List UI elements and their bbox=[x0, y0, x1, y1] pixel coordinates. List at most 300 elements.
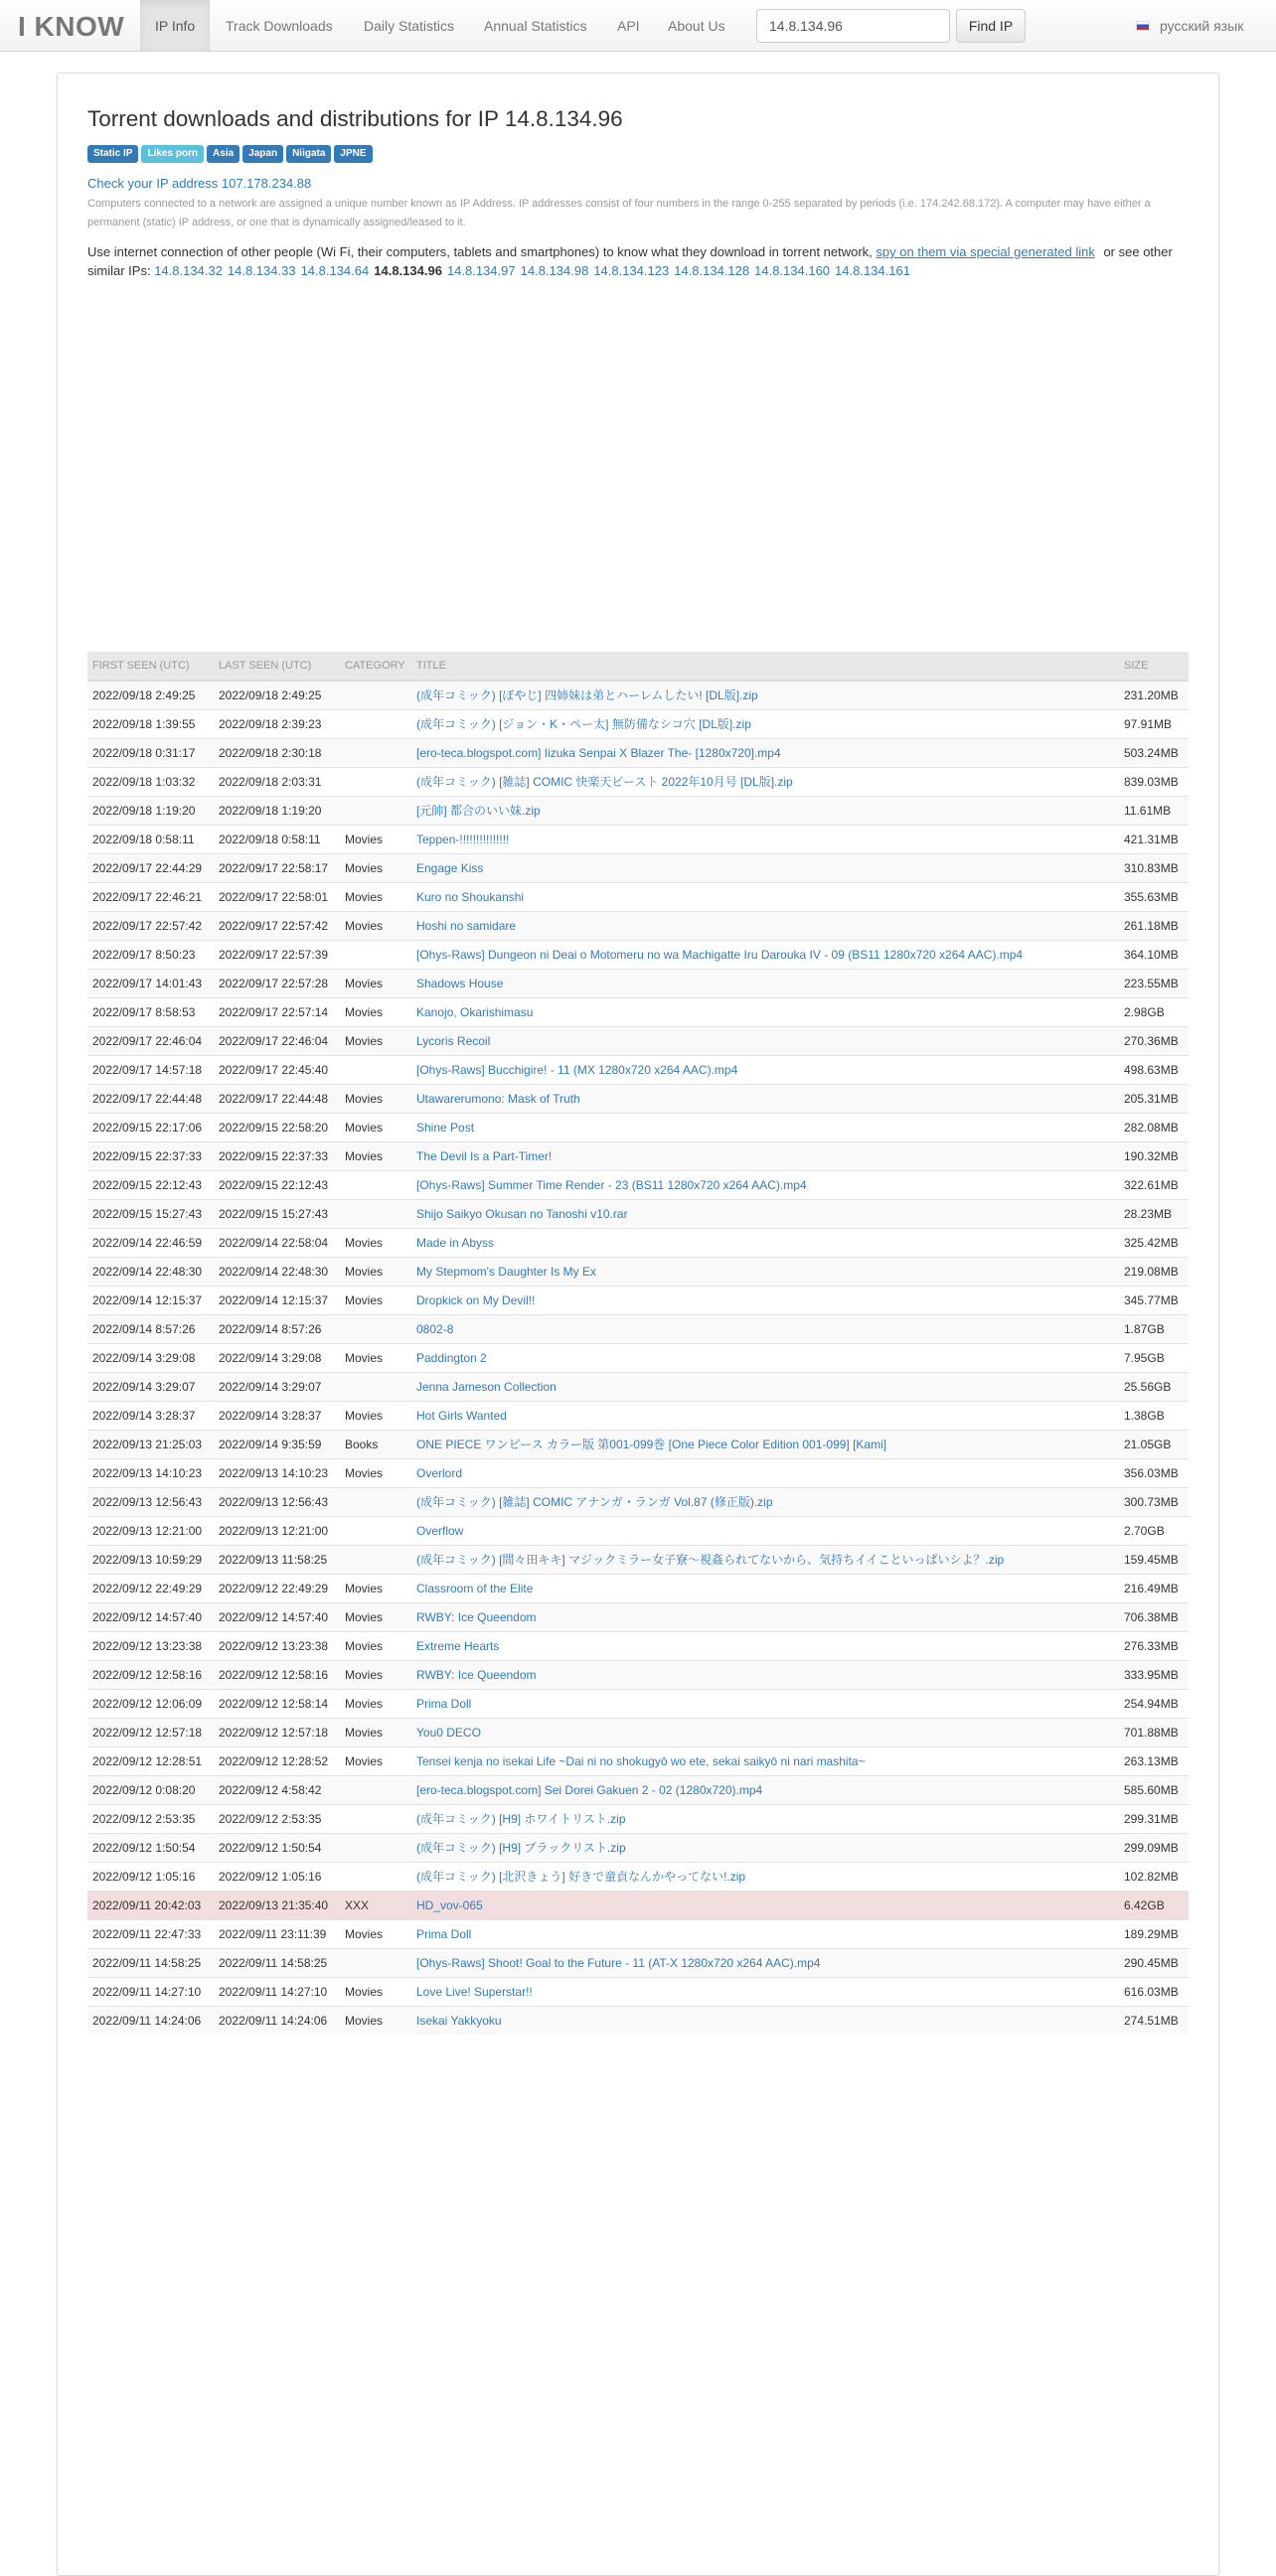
downloads-table bbox=[87, 652, 1189, 2035]
cell-last-seen: 2022/09/13 12:56:43 bbox=[214, 1488, 340, 1517]
cell-size: 270.36MB bbox=[1119, 1027, 1189, 1056]
header-category: CATEGORY bbox=[340, 652, 411, 681]
similar-ip-link[interactable]: 14.8.134.64 bbox=[300, 263, 370, 278]
cell-size: 299.09MB bbox=[1119, 1834, 1189, 1863]
cell-size: 503.24MB bbox=[1119, 739, 1189, 768]
cell-first-seen: 2022/09/14 22:48:30 bbox=[87, 1258, 214, 1287]
torrent-title-link[interactable]: ONE PIECE ワンピース カラー版 第001-099巻 [One Piece Color Edition 001-099] [Kami] bbox=[416, 1438, 887, 1451]
table-row bbox=[87, 1805, 1189, 1834]
table-row bbox=[87, 970, 1189, 998]
cell-title bbox=[411, 1459, 1119, 1488]
cell-size: 1.38GB bbox=[1119, 1402, 1189, 1431]
cell-first-seen: 2022/09/14 12:15:37 bbox=[87, 1287, 214, 1315]
cell-last-seen: 2022/09/18 2:39:23 bbox=[214, 710, 340, 739]
cell-size: 274.51MB bbox=[1119, 2007, 1189, 2036]
torrent-title-link[interactable]: (成年コミック) [雑誌] COMIC アナンガ・ランガ Vol.87 (修正版).zip bbox=[416, 1495, 773, 1509]
torrent-title-link[interactable]: [ero-teca.blogspot.com] Iizuka Senpai X Blazer The- [1280x720].mp4 bbox=[416, 746, 781, 760]
cell-first-seen: 2022/09/11 14:24:06 bbox=[87, 2007, 214, 2036]
torrent-title-link[interactable]: Paddington 2 bbox=[416, 1351, 487, 1365]
navbar bbox=[0, 0, 1276, 52]
cell-title bbox=[411, 1978, 1119, 2007]
cell-first-seen: 2022/09/18 0:31:17 bbox=[87, 739, 214, 768]
nav-track-downloads[interactable]: Track Downloads bbox=[226, 18, 333, 34]
table-row bbox=[87, 768, 1189, 797]
torrent-title-link[interactable]: Prima Doll bbox=[416, 1927, 472, 1941]
similar-ip-link[interactable]: 14.8.134.97 bbox=[446, 263, 516, 278]
cell-title bbox=[411, 1488, 1119, 1517]
cell-category: Movies bbox=[340, 1287, 411, 1315]
cell-first-seen: 2022/09/12 13:23:38 bbox=[87, 1632, 214, 1661]
cell-title bbox=[411, 1776, 1119, 1805]
cell-category: Movies bbox=[340, 1920, 411, 1949]
cell-title bbox=[411, 1834, 1119, 1863]
torrent-title-link[interactable]: Hoshi no samidare bbox=[416, 919, 517, 933]
cell-first-seen: 2022/09/12 2:53:35 bbox=[87, 1805, 214, 1834]
nav-about-us[interactable]: About Us bbox=[668, 18, 725, 34]
cell-category: Movies bbox=[340, 1575, 411, 1603]
torrent-title-link[interactable]: Shijo Saikyo Okusan no Tanoshi v10.rar bbox=[416, 1207, 628, 1221]
torrent-title-link[interactable]: Jenna Jameson Collection bbox=[416, 1380, 557, 1394]
header-first-seen: FIRST SEEN (UTC) bbox=[87, 652, 214, 681]
ip-tags bbox=[87, 145, 376, 163]
torrent-title-link[interactable]: [Ohys-Raws] Shoot! Goal to the Future - 11 (AT-X 1280x720 x264 AAC).mp4 bbox=[416, 1956, 821, 1970]
brand-logo[interactable]: I KNOW bbox=[18, 11, 125, 42]
cell-category: Movies bbox=[340, 826, 411, 854]
cell-title bbox=[411, 883, 1119, 912]
cell-category: Movies bbox=[340, 1459, 411, 1488]
cell-category bbox=[340, 768, 411, 797]
cell-size: 299.31MB bbox=[1119, 1805, 1189, 1834]
cell-last-seen: 2022/09/18 2:49:25 bbox=[214, 681, 340, 710]
torrent-title-link[interactable]: HD_vov-065 bbox=[416, 1898, 483, 1912]
cell-size: 231.20MB bbox=[1119, 681, 1189, 710]
cell-first-seen: 2022/09/18 1:03:32 bbox=[87, 768, 214, 797]
table-row bbox=[87, 1690, 1189, 1719]
cell-last-seen: 2022/09/17 22:58:01 bbox=[214, 883, 340, 912]
cell-title bbox=[411, 1949, 1119, 1978]
cell-category bbox=[340, 681, 411, 710]
table-row bbox=[87, 1459, 1189, 1488]
cell-size: 189.29MB bbox=[1119, 1920, 1189, 1949]
cell-size: 97.91MB bbox=[1119, 710, 1189, 739]
cell-size: 102.82MB bbox=[1119, 1863, 1189, 1892]
table-body bbox=[87, 681, 1189, 2035]
cell-category bbox=[340, 1949, 411, 1978]
torrent-title-link[interactable]: (成年コミック) [ぼやじ] 四姉妹は弟とハーレムしたい! [DL版].zip bbox=[416, 688, 758, 702]
cell-first-seen: 2022/09/17 8:50:23 bbox=[87, 941, 214, 970]
cell-size: 355.63MB bbox=[1119, 883, 1189, 912]
cell-title bbox=[411, 1575, 1119, 1603]
cell-title bbox=[411, 970, 1119, 998]
table-row bbox=[87, 1315, 1189, 1344]
cell-category bbox=[340, 1546, 411, 1575]
cell-last-seen: 2022/09/11 14:27:10 bbox=[214, 1978, 340, 2007]
nav-ip-info[interactable]: IP Info bbox=[140, 0, 210, 51]
cell-size: 356.03MB bbox=[1119, 1459, 1189, 1488]
cell-last-seen: 2022/09/12 12:58:16 bbox=[214, 1661, 340, 1690]
torrent-title-link[interactable]: [Ohys-Raws] Summer Time Render - 23 (BS11 1280x720 x264 AAC).mp4 bbox=[416, 1178, 807, 1192]
torrent-title-link[interactable]: You0 DECO bbox=[416, 1726, 481, 1740]
cell-first-seen: 2022/09/18 2:49:25 bbox=[87, 681, 214, 710]
cell-category: Movies bbox=[340, 1402, 411, 1431]
cell-size: 6.42GB bbox=[1119, 1892, 1189, 1920]
main-container bbox=[57, 73, 1219, 2576]
torrent-title-link[interactable]: Tensei kenja no isekai Life ~Dai ni no shokugyō wo ete, sekai saikyō ni nari mashita~ bbox=[416, 1754, 866, 1768]
or-see-text: or see other similar IPs: bbox=[87, 244, 1173, 278]
similar-ip-link[interactable]: 14.8.134.98 bbox=[520, 263, 589, 278]
cell-category: Movies bbox=[340, 1344, 411, 1373]
table-row bbox=[87, 1603, 1189, 1632]
cell-first-seen: 2022/09/15 22:12:43 bbox=[87, 1171, 214, 1200]
nav-annual-statistics[interactable]: Annual Statistics bbox=[484, 18, 587, 34]
cell-title bbox=[411, 1747, 1119, 1776]
torrent-title-link[interactable]: (成年コミック) [H9] ホワイトリスト.zip bbox=[416, 1812, 626, 1826]
cell-first-seen: 2022/09/15 22:17:06 bbox=[87, 1114, 214, 1142]
table-row bbox=[87, 710, 1189, 739]
cell-size: 276.33MB bbox=[1119, 1632, 1189, 1661]
cell-title bbox=[411, 1344, 1119, 1373]
language-label: русский язык bbox=[1160, 18, 1244, 34]
cell-first-seen: 2022/09/13 14:10:23 bbox=[87, 1459, 214, 1488]
cell-first-seen: 2022/09/14 3:29:08 bbox=[87, 1344, 214, 1373]
torrent-title-link[interactable]: Extreme Hearts bbox=[416, 1639, 500, 1653]
cell-title bbox=[411, 1892, 1119, 1920]
tag-niigata: Niigata bbox=[286, 145, 331, 163]
cell-last-seen: 2022/09/14 3:29:07 bbox=[214, 1373, 340, 1402]
cell-title bbox=[411, 1546, 1119, 1575]
torrent-title-link[interactable]: 0802-8 bbox=[416, 1322, 454, 1336]
table-row bbox=[87, 1258, 1189, 1287]
cell-first-seen: 2022/09/11 20:42:03 bbox=[87, 1892, 214, 1920]
cell-size: 310.83MB bbox=[1119, 854, 1189, 883]
torrent-title-link[interactable]: Dropkick on My Devil!! bbox=[416, 1293, 536, 1307]
torrent-title-link[interactable]: (成年コミック) [ジョン・K・ペー太] 無防備なシコ穴 [DL版].zip bbox=[416, 717, 751, 731]
cell-title bbox=[411, 1056, 1119, 1085]
cell-title bbox=[411, 998, 1119, 1027]
cell-category bbox=[340, 1373, 411, 1402]
cell-size: 159.45MB bbox=[1119, 1546, 1189, 1575]
cell-category bbox=[340, 1056, 411, 1085]
cell-first-seen: 2022/09/18 0:58:11 bbox=[87, 826, 214, 854]
torrent-title-link[interactable]: The Devil Is a Part-Timer! bbox=[416, 1149, 553, 1163]
cell-category bbox=[340, 1805, 411, 1834]
torrent-title-link[interactable]: RWBY: Ice Queendom bbox=[416, 1668, 537, 1682]
spy-link[interactable]: spy on them via special generated link bbox=[876, 244, 1095, 259]
cell-last-seen: 2022/09/12 1:05:16 bbox=[214, 1863, 340, 1892]
cell-last-seen: 2022/09/12 13:23:38 bbox=[214, 1632, 340, 1661]
cell-first-seen: 2022/09/17 22:46:21 bbox=[87, 883, 214, 912]
cell-first-seen: 2022/09/12 14:57:40 bbox=[87, 1603, 214, 1632]
cell-title bbox=[411, 854, 1119, 883]
table-row bbox=[87, 1575, 1189, 1603]
cell-size: 325.42MB bbox=[1119, 1229, 1189, 1258]
similar-ip-link[interactable]: 14.8.134.128 bbox=[674, 263, 750, 278]
tag-likes-porn: Likes porn bbox=[141, 145, 204, 163]
torrent-title-link[interactable]: Utawarerumono: Mask of Truth bbox=[416, 1092, 580, 1106]
cell-title bbox=[411, 1402, 1119, 1431]
torrent-title-link[interactable]: Shine Post bbox=[416, 1121, 475, 1135]
table-row bbox=[87, 998, 1189, 1027]
cell-last-seen: 2022/09/15 22:37:33 bbox=[214, 1142, 340, 1171]
cell-category: Movies bbox=[340, 1661, 411, 1690]
header-last-seen: LAST SEEN (UTC) bbox=[214, 652, 340, 681]
cell-title bbox=[411, 1373, 1119, 1402]
torrent-title-link[interactable]: [Ohys-Raws] Dungeon ni Deai o Motomeru no wa Machigatte Iru Darouka IV - 09 (BS11 1280x720 x264 AAC).mp4 bbox=[416, 948, 1024, 962]
cell-title bbox=[411, 2007, 1119, 2036]
cell-category: Movies bbox=[340, 1603, 411, 1632]
torrent-title-link[interactable]: (成年コミック) [北沢きょう] 好きで童貞なんかやってない!.zip bbox=[416, 1870, 746, 1884]
cell-last-seen: 2022/09/12 14:57:40 bbox=[214, 1603, 340, 1632]
cell-title bbox=[411, 1085, 1119, 1114]
torrent-title-link[interactable]: [ero-teca.blogspot.com] Sei Dorei Gakuen 2 - 02 (1280x720).mp4 bbox=[416, 1783, 763, 1797]
cell-size: 254.94MB bbox=[1119, 1690, 1189, 1719]
table-row bbox=[87, 912, 1189, 941]
torrent-title-link[interactable]: (成年コミック) [雑誌] COMIC 快楽天ビースト 2022年10月号 [DL版].zip bbox=[416, 775, 793, 789]
torrent-title-link[interactable]: Lycoris Recoil bbox=[416, 1034, 491, 1048]
nav-daily-statistics[interactable]: Daily Statistics bbox=[364, 18, 455, 34]
cell-size: 322.61MB bbox=[1119, 1171, 1189, 1200]
cell-size: 2.70GB bbox=[1119, 1517, 1189, 1546]
cell-last-seen: 2022/09/12 4:58:42 bbox=[214, 1776, 340, 1805]
cell-title bbox=[411, 1920, 1119, 1949]
torrent-title-link[interactable]: Classroom of the Elite bbox=[416, 1582, 534, 1595]
cell-last-seen: 2022/09/11 23:11:39 bbox=[214, 1920, 340, 1949]
torrent-title-link[interactable]: My Stepmom's Daughter Is My Ex bbox=[416, 1265, 597, 1279]
cell-title bbox=[411, 739, 1119, 768]
cell-size: 28.23MB bbox=[1119, 1200, 1189, 1229]
language-switch[interactable] bbox=[1136, 0, 1243, 52]
header-title: TITLE bbox=[411, 652, 1119, 681]
cell-category bbox=[340, 941, 411, 970]
torrent-title-link[interactable]: Hot Girls Wanted bbox=[416, 1409, 507, 1423]
cell-last-seen: 2022/09/15 22:58:20 bbox=[214, 1114, 340, 1142]
cell-title bbox=[411, 1258, 1119, 1287]
cell-size: 421.31MB bbox=[1119, 826, 1189, 854]
cell-category: Movies bbox=[340, 1690, 411, 1719]
table-row bbox=[87, 1546, 1189, 1575]
cell-last-seen: 2022/09/12 2:53:35 bbox=[214, 1805, 340, 1834]
table-row bbox=[87, 1373, 1189, 1402]
cell-category bbox=[340, 1517, 411, 1546]
cell-size: 216.49MB bbox=[1119, 1575, 1189, 1603]
cell-size: 498.63MB bbox=[1119, 1056, 1189, 1085]
cell-first-seen: 2022/09/11 14:58:25 bbox=[87, 1949, 214, 1978]
table-row bbox=[87, 1142, 1189, 1171]
cell-title bbox=[411, 1690, 1119, 1719]
torrent-title-link[interactable]: [Ohys-Raws] Bucchigire! - 11 (MX 1280x720 x264 AAC).mp4 bbox=[416, 1063, 738, 1077]
cell-title bbox=[411, 1027, 1119, 1056]
cell-size: 706.38MB bbox=[1119, 1603, 1189, 1632]
cell-size: 223.55MB bbox=[1119, 970, 1189, 998]
torrent-title-link[interactable]: Overlord bbox=[416, 1466, 463, 1480]
cell-first-seen: 2022/09/12 12:57:18 bbox=[87, 1719, 214, 1747]
cell-last-seen: 2022/09/14 9:35:59 bbox=[214, 1431, 340, 1459]
cell-last-seen: 2022/09/11 14:58:25 bbox=[214, 1949, 340, 1978]
cell-title bbox=[411, 1142, 1119, 1171]
check-your-ip-link[interactable]: Check your IP address 107.178.234.88 bbox=[87, 176, 312, 191]
cell-first-seen: 2022/09/13 10:59:29 bbox=[87, 1546, 214, 1575]
cell-size: 261.18MB bbox=[1119, 912, 1189, 941]
table-row bbox=[87, 739, 1189, 768]
cell-title bbox=[411, 797, 1119, 826]
cell-category: Movies bbox=[340, 1632, 411, 1661]
torrent-title-link[interactable]: Kanojo, Okarishimasu bbox=[416, 1005, 534, 1019]
cell-first-seen: 2022/09/12 1:05:16 bbox=[87, 1863, 214, 1892]
cell-last-seen: 2022/09/17 22:57:39 bbox=[214, 941, 340, 970]
cell-first-seen: 2022/09/13 12:21:00 bbox=[87, 1517, 214, 1546]
cell-category: Movies bbox=[340, 1229, 411, 1258]
cell-size: 616.03MB bbox=[1119, 1978, 1189, 2007]
cell-last-seen: 2022/09/14 12:15:37 bbox=[214, 1287, 340, 1315]
cell-first-seen: 2022/09/14 3:29:07 bbox=[87, 1373, 214, 1402]
cell-last-seen: 2022/09/14 22:58:04 bbox=[214, 1229, 340, 1258]
cell-title bbox=[411, 826, 1119, 854]
ip-explanation-note: Computers connected to a network are assigned a unique number known as IP Address. IP addresses consist of four numbers in the range 0-255 separated by periods (i.e. 174.242.68.172). A computer may have either a permanent (static) IP address, or one that is dynamically assigned/leased to it. bbox=[87, 198, 1151, 228]
torrent-title-link[interactable]: Shadows House bbox=[416, 977, 504, 990]
cell-title bbox=[411, 1661, 1119, 1690]
torrent-title-link[interactable]: Made in Abyss bbox=[416, 1236, 495, 1250]
cell-last-seen: 2022/09/15 22:12:43 bbox=[214, 1171, 340, 1200]
cell-size: 263.13MB bbox=[1119, 1747, 1189, 1776]
cell-size: 1.87GB bbox=[1119, 1315, 1189, 1344]
torrent-title-link[interactable]: Teppen-!!!!!!!!!!!!!!! bbox=[416, 833, 510, 846]
torrent-title-link[interactable]: Prima Doll bbox=[416, 1697, 472, 1711]
cell-category bbox=[340, 1863, 411, 1892]
page-title: Torrent downloads and distributions for IP 14.8.134.96 bbox=[87, 106, 623, 131]
similar-ip-link[interactable]: 14.8.134.33 bbox=[227, 263, 296, 278]
use-intro-text: Use internet connection of other people (Wi Fi, their computers, tablets and smartphones) to know what they download in torrent network, bbox=[87, 244, 873, 259]
cell-last-seen: 2022/09/17 22:57:14 bbox=[214, 998, 340, 1027]
cell-last-seen: 2022/09/12 12:57:18 bbox=[214, 1719, 340, 1747]
cell-category: Books bbox=[340, 1431, 411, 1459]
cell-size: 364.10MB bbox=[1119, 941, 1189, 970]
nav-api[interactable]: API bbox=[617, 18, 640, 34]
cell-last-seen: 2022/09/12 1:50:54 bbox=[214, 1834, 340, 1863]
cell-category: XXX bbox=[340, 1892, 411, 1920]
cell-title bbox=[411, 1603, 1119, 1632]
cell-title bbox=[411, 1805, 1119, 1834]
cell-first-seen: 2022/09/14 8:57:26 bbox=[87, 1315, 214, 1344]
cell-size: 290.45MB bbox=[1119, 1949, 1189, 1978]
torrent-title-link[interactable]: Engage Kiss bbox=[416, 861, 484, 875]
cell-last-seen: 2022/09/18 1:19:20 bbox=[214, 797, 340, 826]
table-row bbox=[87, 1114, 1189, 1142]
similar-ip-link[interactable]: 14.8.134.160 bbox=[754, 263, 831, 278]
russian-flag-icon bbox=[1136, 21, 1150, 31]
ip-search-input[interactable] bbox=[756, 9, 950, 43]
cell-size: 333.95MB bbox=[1119, 1661, 1189, 1690]
similar-ip-link[interactable]: 14.8.134.123 bbox=[593, 263, 670, 278]
cell-last-seen: 2022/09/13 14:10:23 bbox=[214, 1459, 340, 1488]
cell-last-seen: 2022/09/12 22:49:29 bbox=[214, 1575, 340, 1603]
cell-category bbox=[340, 1488, 411, 1517]
similar-ip-link[interactable]: 14.8.134.161 bbox=[835, 263, 910, 278]
torrent-title-link[interactable]: (成年コミック) [間々田キキ] マジックミラー女子寮～視姦られてないから、気持ちイイこといっぱいシよ？.zip bbox=[416, 1553, 1005, 1567]
cell-last-seen: 2022/09/14 3:29:08 bbox=[214, 1344, 340, 1373]
cell-first-seen: 2022/09/17 22:57:42 bbox=[87, 912, 214, 941]
tag-asia: Asia bbox=[207, 145, 239, 163]
cell-first-seen: 2022/09/17 22:44:29 bbox=[87, 854, 214, 883]
torrent-title-link[interactable]: Overflow bbox=[416, 1524, 464, 1538]
cell-title bbox=[411, 1287, 1119, 1315]
torrent-title-link[interactable]: [元帥] 都合のいい妹.zip bbox=[416, 804, 541, 818]
table-row bbox=[87, 1171, 1189, 1200]
cell-first-seen: 2022/09/17 22:46:04 bbox=[87, 1027, 214, 1056]
cell-first-seen: 2022/09/12 12:28:51 bbox=[87, 1747, 214, 1776]
cell-last-seen: 2022/09/13 12:21:00 bbox=[214, 1517, 340, 1546]
torrent-title-link[interactable]: RWBY: Ice Queendom bbox=[416, 1610, 537, 1624]
table-row bbox=[87, 854, 1189, 883]
cell-category: Movies bbox=[340, 1027, 411, 1056]
table-row bbox=[87, 681, 1189, 710]
table-row bbox=[87, 1229, 1189, 1258]
cell-title bbox=[411, 1517, 1119, 1546]
cell-first-seen: 2022/09/14 3:28:37 bbox=[87, 1402, 214, 1431]
cell-category bbox=[340, 739, 411, 768]
cell-category bbox=[340, 710, 411, 739]
torrent-title-link[interactable]: Love Live! Superstar!! bbox=[416, 1985, 533, 1999]
cell-size: 2.98GB bbox=[1119, 998, 1189, 1027]
cell-size: 701.88MB bbox=[1119, 1719, 1189, 1747]
cell-last-seen: 2022/09/17 22:57:42 bbox=[214, 912, 340, 941]
cell-first-seen: 2022/09/12 22:49:29 bbox=[87, 1575, 214, 1603]
cell-size: 839.03MB bbox=[1119, 768, 1189, 797]
table-row bbox=[87, 1344, 1189, 1373]
cell-first-seen: 2022/09/18 1:19:20 bbox=[87, 797, 214, 826]
find-ip-button[interactable]: Find IP bbox=[956, 9, 1026, 43]
cell-category: Movies bbox=[340, 1114, 411, 1142]
cell-last-seen: 2022/09/13 21:35:40 bbox=[214, 1892, 340, 1920]
cell-category: Movies bbox=[340, 2007, 411, 2036]
table-row bbox=[87, 1431, 1189, 1459]
cell-size: 205.31MB bbox=[1119, 1085, 1189, 1114]
cell-last-seen: 2022/09/17 22:44:48 bbox=[214, 1085, 340, 1114]
cell-last-seen: 2022/09/12 12:28:52 bbox=[214, 1747, 340, 1776]
table-row bbox=[87, 883, 1189, 912]
cell-first-seen: 2022/09/12 1:50:54 bbox=[87, 1834, 214, 1863]
cell-category: Movies bbox=[340, 970, 411, 998]
cell-first-seen: 2022/09/14 22:46:59 bbox=[87, 1229, 214, 1258]
cell-category bbox=[340, 1834, 411, 1863]
cell-first-seen: 2022/09/11 22:47:33 bbox=[87, 1920, 214, 1949]
table-row bbox=[87, 1027, 1189, 1056]
cell-last-seen: 2022/09/17 22:58:17 bbox=[214, 854, 340, 883]
cell-first-seen: 2022/09/17 14:57:18 bbox=[87, 1056, 214, 1085]
table-row bbox=[87, 1056, 1189, 1085]
cell-first-seen: 2022/09/12 0:08:20 bbox=[87, 1776, 214, 1805]
cell-size: 11.61MB bbox=[1119, 797, 1189, 826]
torrent-title-link[interactable]: Isekai Yakkyoku bbox=[416, 2014, 502, 2028]
cell-title bbox=[411, 1431, 1119, 1459]
cell-last-seen: 2022/09/18 2:30:18 bbox=[214, 739, 340, 768]
cell-category: Movies bbox=[340, 912, 411, 941]
table-row bbox=[87, 1287, 1189, 1315]
torrent-title-link[interactable]: (成年コミック) [H9] ブラックリスト.zip bbox=[416, 1841, 626, 1855]
cell-title bbox=[411, 1200, 1119, 1229]
cell-size: 585.60MB bbox=[1119, 1776, 1189, 1805]
tag-japan: Japan bbox=[242, 145, 283, 163]
table-row bbox=[87, 941, 1189, 970]
cell-first-seen: 2022/09/12 12:58:16 bbox=[87, 1661, 214, 1690]
similar-ip-link[interactable]: 14.8.134.32 bbox=[154, 263, 223, 278]
cell-last-seen: 2022/09/18 2:03:31 bbox=[214, 768, 340, 797]
cell-first-seen: 2022/09/12 12:06:09 bbox=[87, 1690, 214, 1719]
cell-title bbox=[411, 1315, 1119, 1344]
cell-size: 25.56GB bbox=[1119, 1373, 1189, 1402]
cell-category: Movies bbox=[340, 998, 411, 1027]
cell-title bbox=[411, 710, 1119, 739]
torrent-title-link[interactable]: Kuro no Shoukanshi bbox=[416, 890, 525, 904]
